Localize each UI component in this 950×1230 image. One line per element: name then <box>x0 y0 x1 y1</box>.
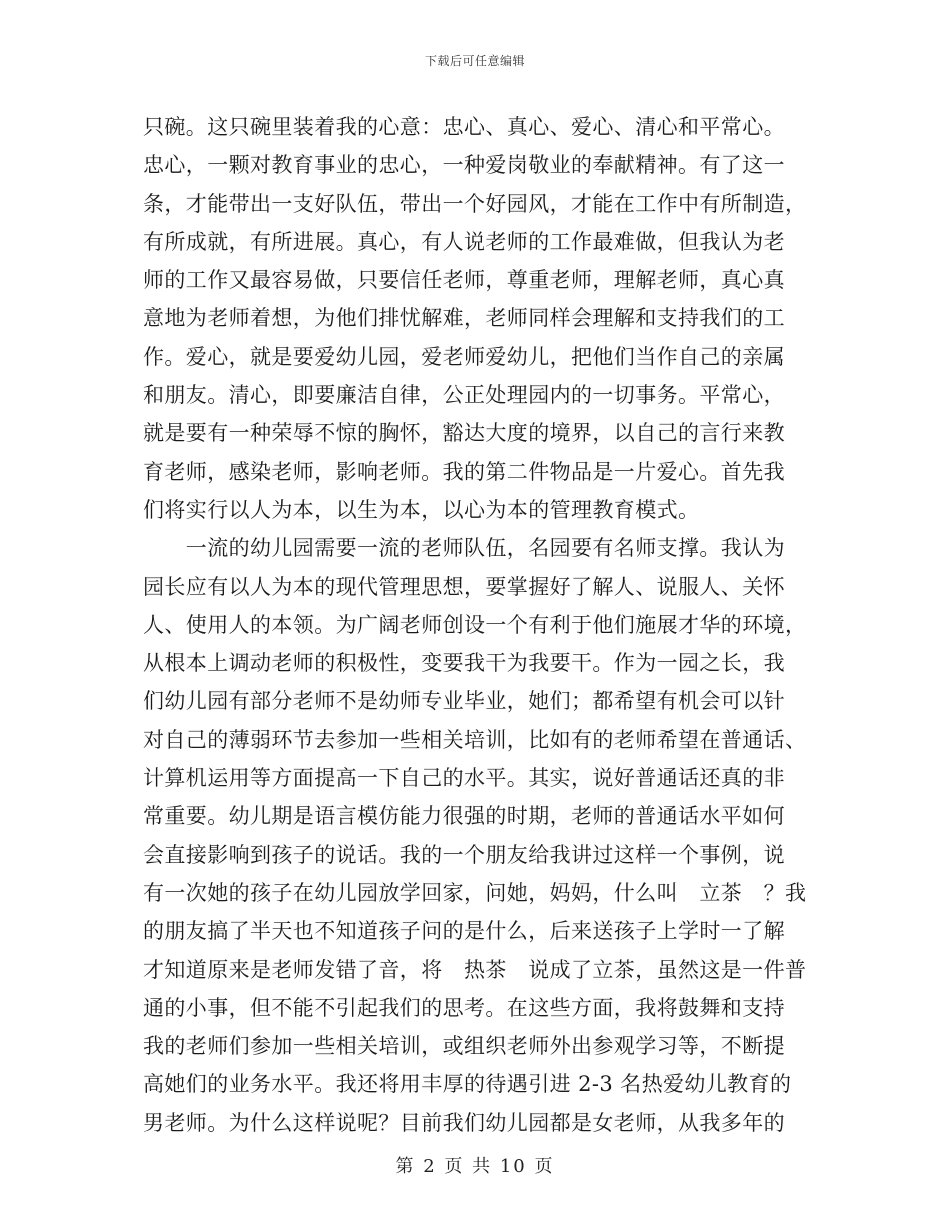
text-line: 意地为老师着想，为他们排忧解难，老师同样会理解和支持我们的工 <box>143 306 785 331</box>
text-line: 高她们的业务水平。我还将用丰厚的待遇引进 2-3 名热爱幼儿教育的 <box>143 1072 792 1097</box>
text-line: 就是要有一种荣辱不惊的胸怀，豁达大度的境界，以自己的言行来教 <box>143 421 785 446</box>
text-line: 我的老师们参加一些相关培训，或组织老师外出参观学习等，不断提 <box>143 1034 785 1059</box>
text-line: 们幼儿园有部分老师不是幼师专业毕业，她们；都希望有机会可以针 <box>143 689 785 714</box>
text-line: 作。爱心，就是要爱幼儿园，爱老师爱幼儿，把他们当作自己的亲属 <box>143 344 785 369</box>
text-line: 通的小事，但不能不引起我们的思考。在这些方面，我将鼓舞和支持 <box>143 995 785 1020</box>
text-line: 们将实行以人为本，以生为本，以心为本的管理教育模式。 <box>143 497 700 522</box>
text-line: 计算机运用等方面提高一下自己的水平。其实，说好普通话还真的非 <box>143 766 785 791</box>
page-header: 下载后可任意编辑 <box>424 54 525 68</box>
text-line: 只碗。这只碗里装着我的心意：忠心、真心、爱心、清心和平常心。 <box>143 115 785 139</box>
text-line: 一流的幼儿园需要一流的老师队伍，名园要有名师支撑。我认为 <box>143 536 785 561</box>
page-number-footer: 第 2 页 共 10 页 <box>395 1156 555 1177</box>
text-line: 常重要。幼儿期是语言模仿能力很强的时期，老师的普通话水平如何 <box>143 804 785 829</box>
text-line: 才知道原来是老师发错了音，将 热茶 说成了立茶，虽然这是一件普 <box>143 957 807 982</box>
text-line: 园长应有以人为本的现代管理思想，要掌握好了解人、说服人、关怀 <box>143 574 785 599</box>
text-line: 和朋友。清心，即要廉洁自律，公正处理园内的一切事务。平常心， <box>143 383 785 408</box>
text-line: 忠心，一颗对教育事业的忠心，一种爱岗敬业的奉献精神。有了这一 <box>143 153 785 178</box>
text-line: 的朋友搞了半天也不知道孩子问的是什么，后来送孩子上学时一了解 <box>143 919 785 944</box>
text-line: 会直接影响到孩子的说话。我的一个朋友给我讲过这样一个事例，说 <box>143 842 785 867</box>
text-line: 有一次她的孩子在幼儿园放学回家，问她，妈妈，什么叫 立茶 ？我 <box>143 880 807 905</box>
text-line: 人、使用人的本领。为广阔老师创设一个有利于他们施展才华的环境， <box>143 612 807 637</box>
text-line: 从根本上调动老师的积极性，变要我干为我要干。作为一园之长，我 <box>143 651 785 676</box>
text-line: 男老师。为什么这样说呢？目前我们幼儿园都是女老师，从我多年的 <box>143 1110 785 1135</box>
text-line: 条，才能带出一支好队伍，带出一个好园风，才能在工作中有所制造， <box>143 191 807 216</box>
text-line: 育老师，感染老师，影响老师。我的第二件物品是一片爱心。首先我 <box>143 459 785 484</box>
text-line: 对自己的薄弱环节去参加一些相关培训，比如有的老师希望在普通话、 <box>143 727 807 752</box>
text-line: 有所成就，有所进展。真心，有人说老师的工作最难做，但我认为老 <box>143 229 785 254</box>
text-line: 师的工作又最容易做，只要信任老师，尊重老师，理解老师，真心真 <box>143 268 785 293</box>
document-body <box>143 108 807 1142</box>
